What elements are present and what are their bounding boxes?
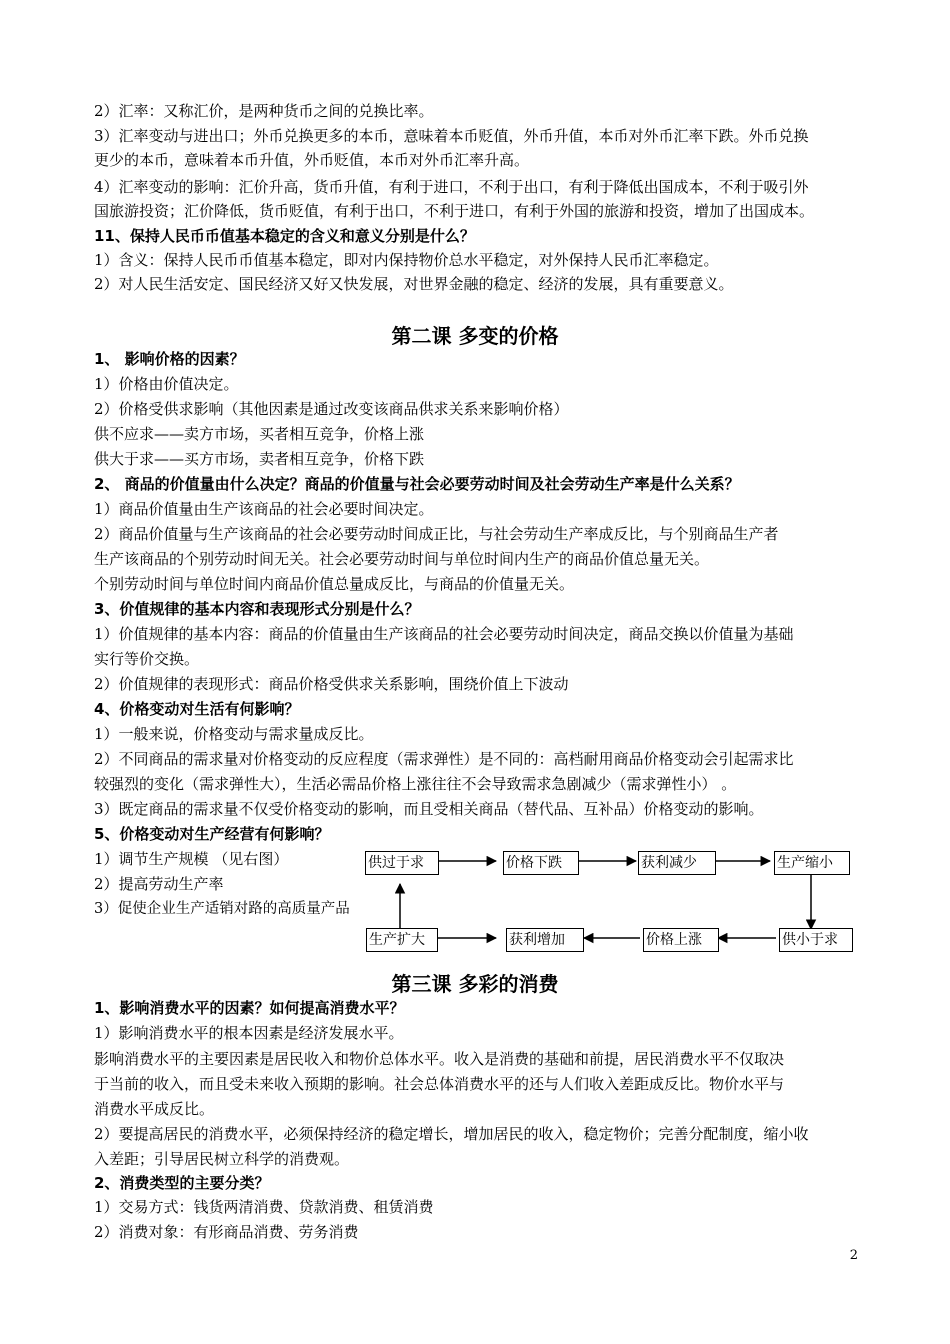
text-line: 2）价值规律的表现形式：商品价格受供求关系影响，围绕价值上下波动 — [94, 675, 569, 693]
page-number: 2 — [849, 1248, 858, 1263]
text-line: 2）对人民生活安定、国民经济又好又快发展，对世界金融的稳定、经济的发展，具有重要意义。 — [94, 275, 734, 293]
text-line: 供不应求——卖方市场，买者相互竞争，价格上涨 — [94, 425, 425, 443]
text-line: 影响消费水平的主要因素是居民收入和物价总体水平。收入是消费的基础和前提，居民消费水平不仅取决 — [94, 1050, 785, 1068]
text-line: 2）要提高居民的消费水平，必须保持经济的稳定增长，增加居民的收入，稳定物价；完善分配制度，缩小收 — [94, 1125, 809, 1143]
text-line: 2）价格受供求影响（其他因素是通过改变该商品供求关系来影响价格） — [94, 400, 569, 418]
question-heading: 2、消费类型的主要分类？ — [94, 1174, 270, 1192]
flow-box: 价格上涨 — [643, 928, 719, 952]
text-line: 2）汇率：又称汇价，是两种货币之间的兑换比率。 — [94, 102, 434, 120]
text-line: 较强烈的变化（需求弹性大），生活必需品价格上涨往往不会导致需求急剧减少（需求弹性小） 。 — [94, 775, 737, 793]
flow-box: 获利减少 — [638, 851, 716, 875]
flow-box: 供过于求 — [365, 851, 439, 875]
text-line: 1）含义：保持人民币币值基本稳定，即对内保持物价总水平稳定，对外保持人民币汇率稳定。 — [94, 251, 719, 269]
text-line: 入差距；引导居民树立科学的消费观。 — [94, 1150, 350, 1168]
flow-box: 价格下跌 — [503, 851, 579, 875]
flow-box: 供小于求 — [779, 928, 853, 952]
question-heading: 1、影响消费水平的因素？如何提高消费水平？ — [94, 999, 405, 1017]
text-line: 1）价值规律的基本内容：商品的价值量由生产该商品的社会必要劳动时间决定，商品交换以价值量为基础 — [94, 625, 794, 643]
text-line: 3）促使企业生产适销对路的高质量产品 — [94, 901, 350, 917]
text-line: 个别劳动时间与单位时间内商品价值总量成反比，与商品的价值量无关。 — [94, 575, 575, 593]
flow-box: 生产扩大 — [366, 928, 438, 952]
text-line: 2）提高劳动生产率 — [94, 875, 224, 893]
question-heading: 3、价值规律的基本内容和表现形式分别是什么？ — [94, 600, 420, 618]
text-line: 1）商品价值量由生产该商品的社会必要时间决定。 — [94, 500, 434, 518]
text-line: 1）调节生产规模 （见右图） — [94, 850, 289, 868]
text-line: 消费水平成反比。 — [94, 1100, 215, 1118]
flow-box: 获利增加 — [506, 928, 584, 952]
text-line: 3）既定商品的需求量不仅受价格变动的影响，而且受相关商品（替代品、互补品）价格变动的影响。 — [94, 800, 764, 818]
question-heading: 1、 影响价格的因素？ — [94, 350, 245, 368]
text-line: 生产该商品的个别劳动时间无关。社会必要劳动时间与单位时间内生产的商品价值总量无关。 — [94, 550, 710, 568]
text-line: 于当前的收入，而且受未来收入预期的影响。社会总体消费水平的还与人们收入差距成反比。物价水平与 — [94, 1075, 785, 1093]
question-heading: 2、 商品的价值量由什么决定？商品的价值量与社会必要劳动时间及社会劳动生产率是什么关系？ — [94, 475, 740, 493]
text-line: 3）汇率变动与进出口；外币兑换更多的本币，意味着本币贬值，外币升值，本币对外币汇率下跌。外币兑换 — [94, 127, 809, 145]
text-line: 1）交易方式：钱货两清消费、贷款消费、租赁消费 — [94, 1198, 434, 1216]
text-line: 实行等价交换。 — [94, 650, 200, 668]
text-line: 1）价格由价值决定。 — [94, 375, 239, 393]
text-line: 2）不同商品的需求量对价格变动的反应程度（需求弹性）是不同的：高档耐用商品价格变动会引起需求比 — [94, 750, 794, 768]
text-line: 1）影响消费水平的根本因素是经济发展水平。 — [94, 1024, 404, 1042]
question-heading: 11、保持人民币币值基本稳定的含义和意义分别是什么？ — [94, 227, 475, 245]
text-line: 2）商品价值量与生产该商品的社会必要劳动时间成正比，与社会劳动生产率成反比，与个别商品生产者 — [94, 525, 779, 543]
question-heading: 4、价格变动对生活有何影响？ — [94, 700, 300, 718]
text-line: 供大于求——买方市场，卖者相互竞争，价格下跌 — [94, 450, 425, 468]
flow-box: 生产缩小 — [774, 851, 850, 875]
lesson-title: 第三课 多彩的消费 — [391, 972, 559, 996]
text-line: 4）汇率变动的影响：汇价升高，货币升值，有利于进口，不利于出口，有利于降低出国成本，不利于吸引外 — [94, 178, 809, 196]
question-heading: 5、价格变动对生产经营有何影响？ — [94, 825, 330, 843]
text-line: 国旅游投资；汇价降低，货币贬值，有利于出口，不利于进口，有利于外国的旅游和投资，增加了出国成本。 — [94, 202, 815, 220]
lesson-title: 第二课 多变的价格 — [391, 324, 559, 348]
text-line: 更少的本币，意味着本币升值，外币贬值，本币对外币汇率升高。 — [94, 151, 530, 169]
text-line: 2）消费对象：有形商品消费、劳务消费 — [94, 1223, 359, 1241]
text-line: 1）一般来说，价格变动与需求量成反比。 — [94, 725, 374, 743]
